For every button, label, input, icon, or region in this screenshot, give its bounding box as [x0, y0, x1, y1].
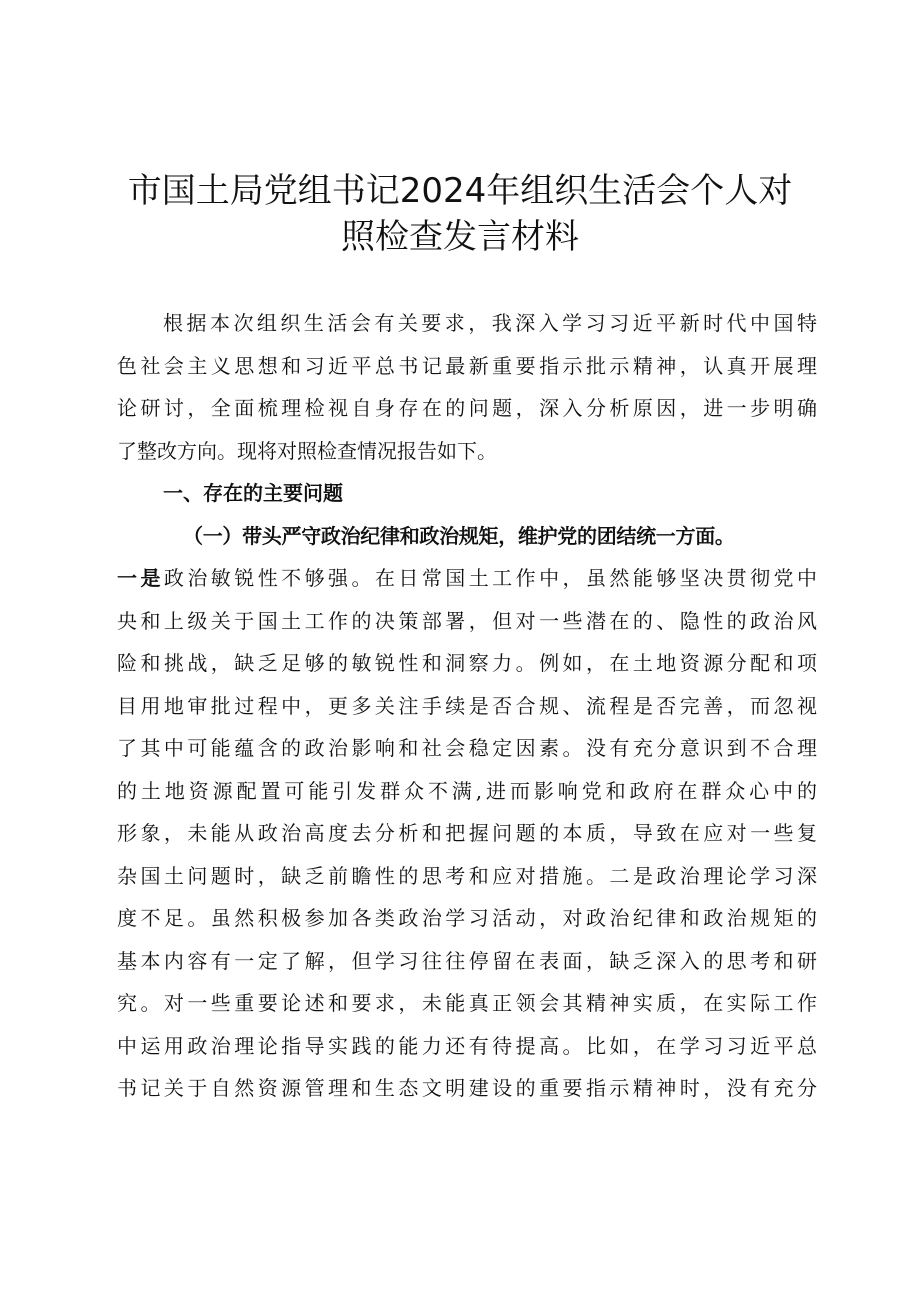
body-line: 究。对一些重要论述和要求，未能真正领会其精神实质，在实际工作: [117, 991, 817, 1015]
section-heading-problems: 一、存在的主要问题: [163, 481, 343, 505]
body-line: 基本内容有一定了解，但学习往往停留在表面，缺乏深入的思考和研: [117, 948, 817, 973]
intro-line-1: 根据本次组织生活会有关要求，我深入学习习近平新时代中国特: [163, 311, 817, 335]
title-line-2: 照检查发言材料: [341, 217, 579, 257]
body-line: 目用地审批过程中，更多关注手续是否合规、流程是否完善，而忽视: [117, 693, 817, 718]
intro-line-4: 了整改方向。现将对照检查情况报告如下。: [117, 438, 497, 463]
title-line-1: 市国土局党组书记2024年组织生活会个人对: [127, 171, 793, 211]
body-line: 了其中可能蕴含的政治影响和社会稳定因素。没有充分意识到不合理: [117, 736, 817, 760]
body-line: 央和上级关于国土工作的决策部署，但对一些潜在的、隐性的政治风: [117, 608, 817, 633]
body-line: 杂国土问题时，缺乏前瞻性的思考和应对措施。二是政治理论学习深: [117, 863, 817, 888]
intro-line-3: 论研讨，全面梳理检视自身存在的问题，深入分析原因，进一步明确: [117, 396, 817, 420]
document-title: [110, 168, 810, 260]
body-line: 的土地资源配置可能引发群众不满,进而影响党和政府在群众心中的: [117, 778, 817, 803]
point-first-line: [117, 557, 817, 600]
body-line: 险和挑战，缺乏足够的敏锐性和洞察力。例如，在土地资源分配和项: [117, 651, 817, 675]
body-line: 中运用政治理论指导实践的能力还有待提高。比如，在学习习近平总: [117, 1033, 817, 1058]
point-first-rest: 政治敏锐性不够强。在日常国土工作中，虽然能够坚决贯彻党中: [163, 566, 817, 590]
point-paragraph: [117, 557, 817, 1110]
document-body: [117, 302, 817, 1110]
intro-paragraph: [117, 302, 817, 472]
body-line: 书记关于自然资源管理和生态文明建设的重要指示精神时，没有充分: [117, 1076, 817, 1100]
subsection-heading-discipline: （一）带头严守政治纪律和政治规矩，维护党的团结统一方面。: [183, 523, 735, 548]
body-line: 度不足。虽然积极参加各类政治学习活动，对政治纪律和政治规矩的: [117, 906, 817, 930]
point-lead: 一是: [117, 566, 164, 590]
body-line: 形象，未能从政治高度去分析和把握问题的本质，导致在应对一些复: [117, 821, 817, 845]
intro-line-2: 色社会主义思想和习近平总书记最新重要指示批示精神，认真开展理: [117, 353, 817, 378]
